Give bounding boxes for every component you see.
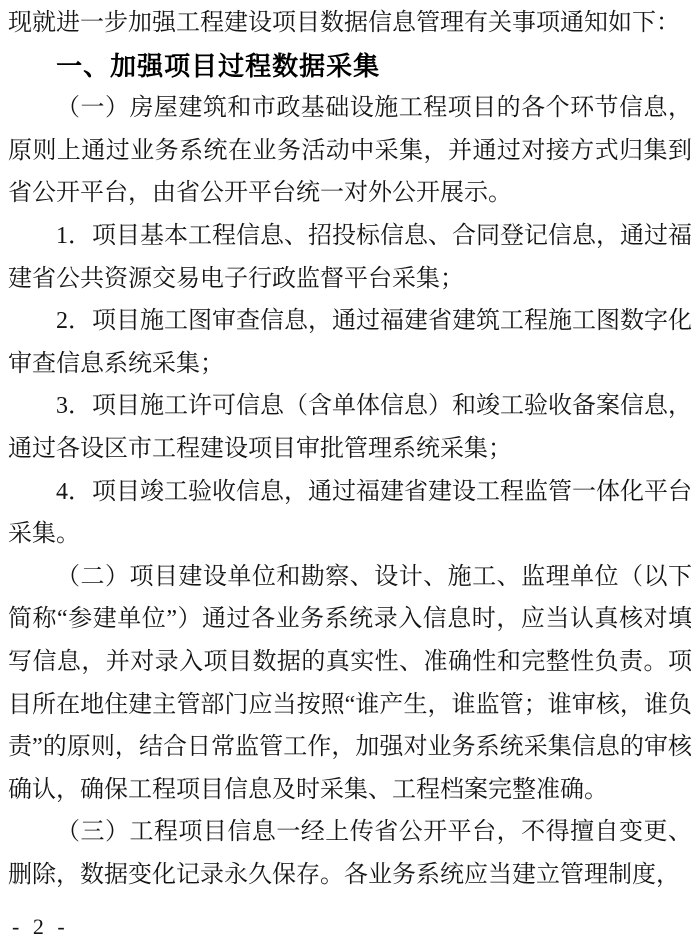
paragraph-subitem-2: 2．项目施工图审查信息，通过福建省建筑工程施工图数字化审查信息系统采集； bbox=[8, 308, 692, 377]
page-number: - 2 - bbox=[12, 914, 69, 939]
paragraph-subitem-4: 4．项目竣工验收信息，通过福建省建设工程监管一体化平台采集。 bbox=[8, 478, 692, 548]
paragraph-item-1: （一）房屋建筑和市政基础设施工程项目的各个环节信息，原则上通过业务系统在业务活动中采集，并通过对接方式归集到省公开平台，由省公开平台统一对外公开展示。 bbox=[8, 95, 692, 207]
paragraph-subitem-1: 1．项目基本工程信息、招投标信息、合同登记信息，通过福建省公共资源交易电子行政监督平台采集； bbox=[8, 222, 692, 292]
paragraph-subitem-3: 3．项目施工许可信息（含单体信息）和竣工验收备案信息，通过各设区市工程建设项目审批管理系统采集； bbox=[8, 393, 692, 462]
section-heading: 一、加强项目过程数据采集 bbox=[56, 50, 381, 81]
paragraph-lead-in: 现就进一步加强工程建设项目数据信息管理有关事项通知如下： bbox=[8, 10, 680, 36]
paragraph-item-2: （二）项目建设单位和勘察、设计、施工、监理单位（以下简称“参建单位”）通过各业务系统录入信息时，应当认真核对填写信息，并对录入项目数据的真实性、准确性和完整性负责。项目所在地住建主管部门应当按照“谁产生，谁监管；谁审核，谁负责”的原则，结合日常监管工作，加强对业务系统采集信息的审核确认，确保工程项目信息及时采集、工程档案完整准确。 bbox=[8, 563, 692, 803]
paragraph-item-3: （三）工程项目信息一经上传省公开平台，不得擅自变更、删除，数据变化记录永久保存。各业务系统应当建立管理制度， bbox=[8, 819, 692, 888]
